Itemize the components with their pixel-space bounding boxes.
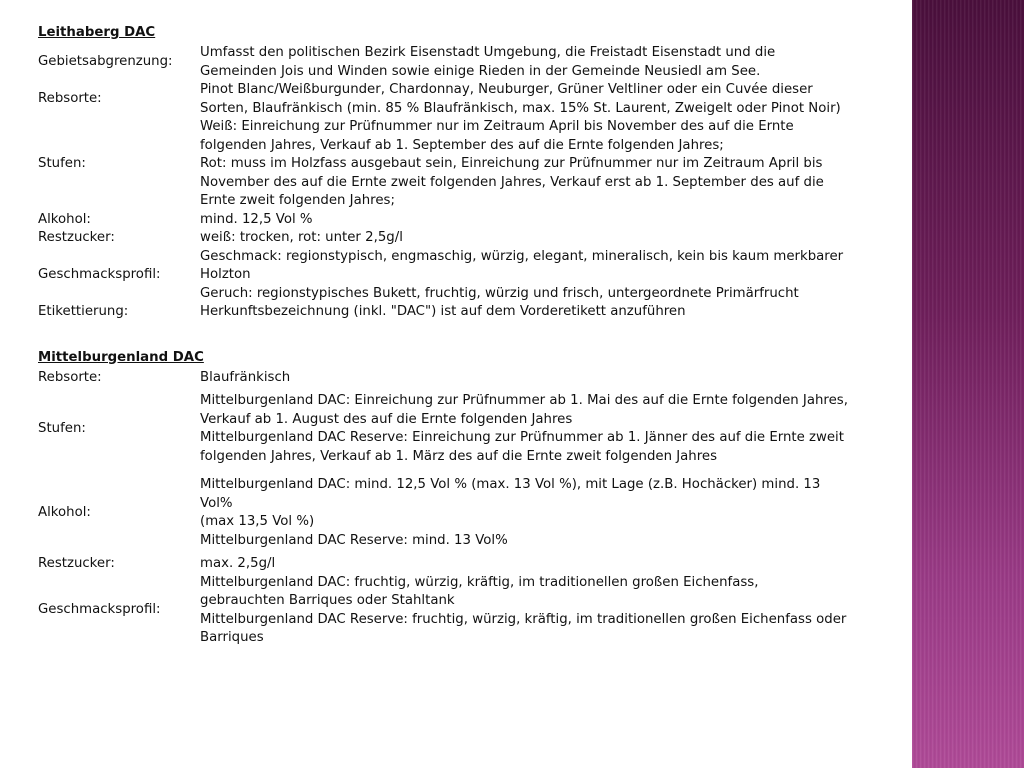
spec-value-line: Sorten, Blaufränkisch (min. 85 % Blaufränkisch, max. 15% St. Laurent, Zweigelt oder Pinot Noir) xyxy=(200,100,841,116)
spec-value-line: Mittelburgenland DAC Reserve: mind. 13 Vol% xyxy=(200,532,508,548)
spec-value-line: Mittelburgenland DAC: Einreichung zur Prüfnummer ab 1. Mai des auf die Ernte folgenden Jahres, xyxy=(200,393,848,408)
spec-value-line: Mittelburgenland DAC: fruchtig, würzig, kräftig, im traditionellen großen Eichenfass, xyxy=(200,574,759,590)
spec-key: Geschmacksprofil: xyxy=(38,267,161,282)
spec-value-line: Umfasst den politischen Bezirk Eisenstadt Umgebung, die Freistadt Eisenstadt und die xyxy=(200,45,776,60)
spec-key: Alkohol: xyxy=(38,504,91,520)
spec-row xyxy=(38,81,896,118)
spec-key: Restzucker: xyxy=(38,556,115,571)
spec-value xyxy=(200,574,896,648)
spec-value xyxy=(200,471,896,555)
spec-row xyxy=(38,555,896,574)
spec-value xyxy=(200,81,896,118)
spec-key: Etikettierung: xyxy=(38,304,129,319)
spec-value-line: Mittelburgenland DAC Reserve: fruchtig, würzig, kräftig, im traditionellen großen Eichenfass oder xyxy=(200,611,847,627)
spec-row xyxy=(38,369,896,388)
spec-row xyxy=(38,471,896,555)
spec-value-line: mind. 12,5 Vol % xyxy=(200,211,313,227)
spec-value-line: Herkunftsbezeichnung (inkl. "DAC") ist auf dem Vorderetikett anzuführen xyxy=(200,304,686,319)
spec-value-line: Vol% xyxy=(200,495,233,511)
spec-value-line: Holzton xyxy=(200,267,251,282)
spec-row xyxy=(38,229,896,248)
spec-value xyxy=(200,369,896,388)
spec-value xyxy=(200,211,896,230)
spec-key: Stufen: xyxy=(38,420,86,436)
spec-key: Geschmacksprofil: xyxy=(38,602,161,618)
spec-value-line: Blaufränkisch xyxy=(200,369,291,385)
spec-value-line: Pinot Blanc/Weißburgunder, Chardonnay, Neuburger, Grüner Veltliner oder ein Cuvée dieser xyxy=(200,82,813,97)
spec-value-line: folgenden Jahres, Verkauf ab 1. September des auf die Ernte folgenden Jahres; xyxy=(200,137,724,153)
spec-value-line: Mittelburgenland DAC: mind. 12,5 Vol % (max. 13 Vol %), mit Lage (z.B. Hochäcker) mind. 13 xyxy=(200,477,821,492)
spec-value xyxy=(200,303,896,322)
spec-value xyxy=(200,44,896,81)
spec-value-line: Rot: muss im Holzfass ausgebaut sein, Einreichung zur Prüfnummer nur im Zeitraum April bis xyxy=(200,156,823,171)
spec-row xyxy=(38,248,896,304)
spec-value-line: folgenden Jahres, Verkauf ab 1. März des auf die Ernte zweit folgenden Jahres xyxy=(200,448,718,464)
spec-key: Alkohol: xyxy=(38,211,91,227)
section-title: Leithaberg DAC xyxy=(38,25,156,40)
spec-value-line: Mittelburgenland DAC Reserve: Einreichung zur Prüfnummer ab 1. Jänner des auf die Ernte zweit xyxy=(200,430,844,445)
content-area xyxy=(38,24,898,648)
spec-value-line: November des auf die Ernte zweit folgenden Jahres, Verkauf erst ab 1. September des auf die xyxy=(200,174,824,190)
spec-key: Rebsorte: xyxy=(38,91,102,107)
spec-row xyxy=(38,303,896,322)
spec-key: Restzucker: xyxy=(38,230,115,245)
spec-row xyxy=(38,44,896,81)
spec-value xyxy=(200,555,896,574)
spec-table xyxy=(38,369,896,648)
spec-row xyxy=(38,118,896,211)
spec-value xyxy=(200,248,896,304)
spec-value xyxy=(200,118,896,211)
spec-value-line: Gemeinden Jois und Winden sowie einige Rieden in der Gemeinde Neusiedl am See. xyxy=(200,63,761,79)
spec-value-line: Weiß: Einreichung zur Prüfnummer nur im Zeitraum April bis November des auf die Ernte xyxy=(200,119,794,134)
spec-key: Stufen: xyxy=(38,156,86,171)
spec-value-line: Geruch: regionstypisches Bukett, fruchtig, würzig und frisch, untergeordnete Primärfrucht xyxy=(200,285,799,301)
spec-key: Gebietsabgrenzung: xyxy=(38,54,173,70)
section-spacer xyxy=(38,322,898,349)
spec-value-line: Geschmack: regionstypisch, engmaschig, würzig, elegant, mineralisch, kein bis kaum merkbarer xyxy=(200,248,844,264)
spec-value xyxy=(200,387,896,471)
spec-value-line: Ernte zweit folgenden Jahres; xyxy=(200,193,395,208)
section-title: Mittelburgenland DAC xyxy=(38,349,204,365)
spec-value-line: Barriques xyxy=(200,630,264,645)
spec-row xyxy=(38,211,896,230)
spec-table xyxy=(38,44,896,322)
spec-value-line: weiß: trocken, rot: unter 2,5g/l xyxy=(200,230,403,245)
spec-row xyxy=(38,387,896,471)
spec-value-line: (max 13,5 Vol %) xyxy=(200,514,315,529)
spec-row xyxy=(38,574,896,648)
spec-value-line: Verkauf ab 1. August des auf die Ernte folgenden Jahres xyxy=(200,411,573,427)
spec-value xyxy=(200,229,896,248)
decorative-side-panel xyxy=(912,0,1024,768)
spec-value-line: gebrauchten Barriques oder Stahltank xyxy=(200,593,455,608)
spec-value-line: max. 2,5g/l xyxy=(200,556,276,571)
spec-key: Rebsorte: xyxy=(38,369,102,385)
